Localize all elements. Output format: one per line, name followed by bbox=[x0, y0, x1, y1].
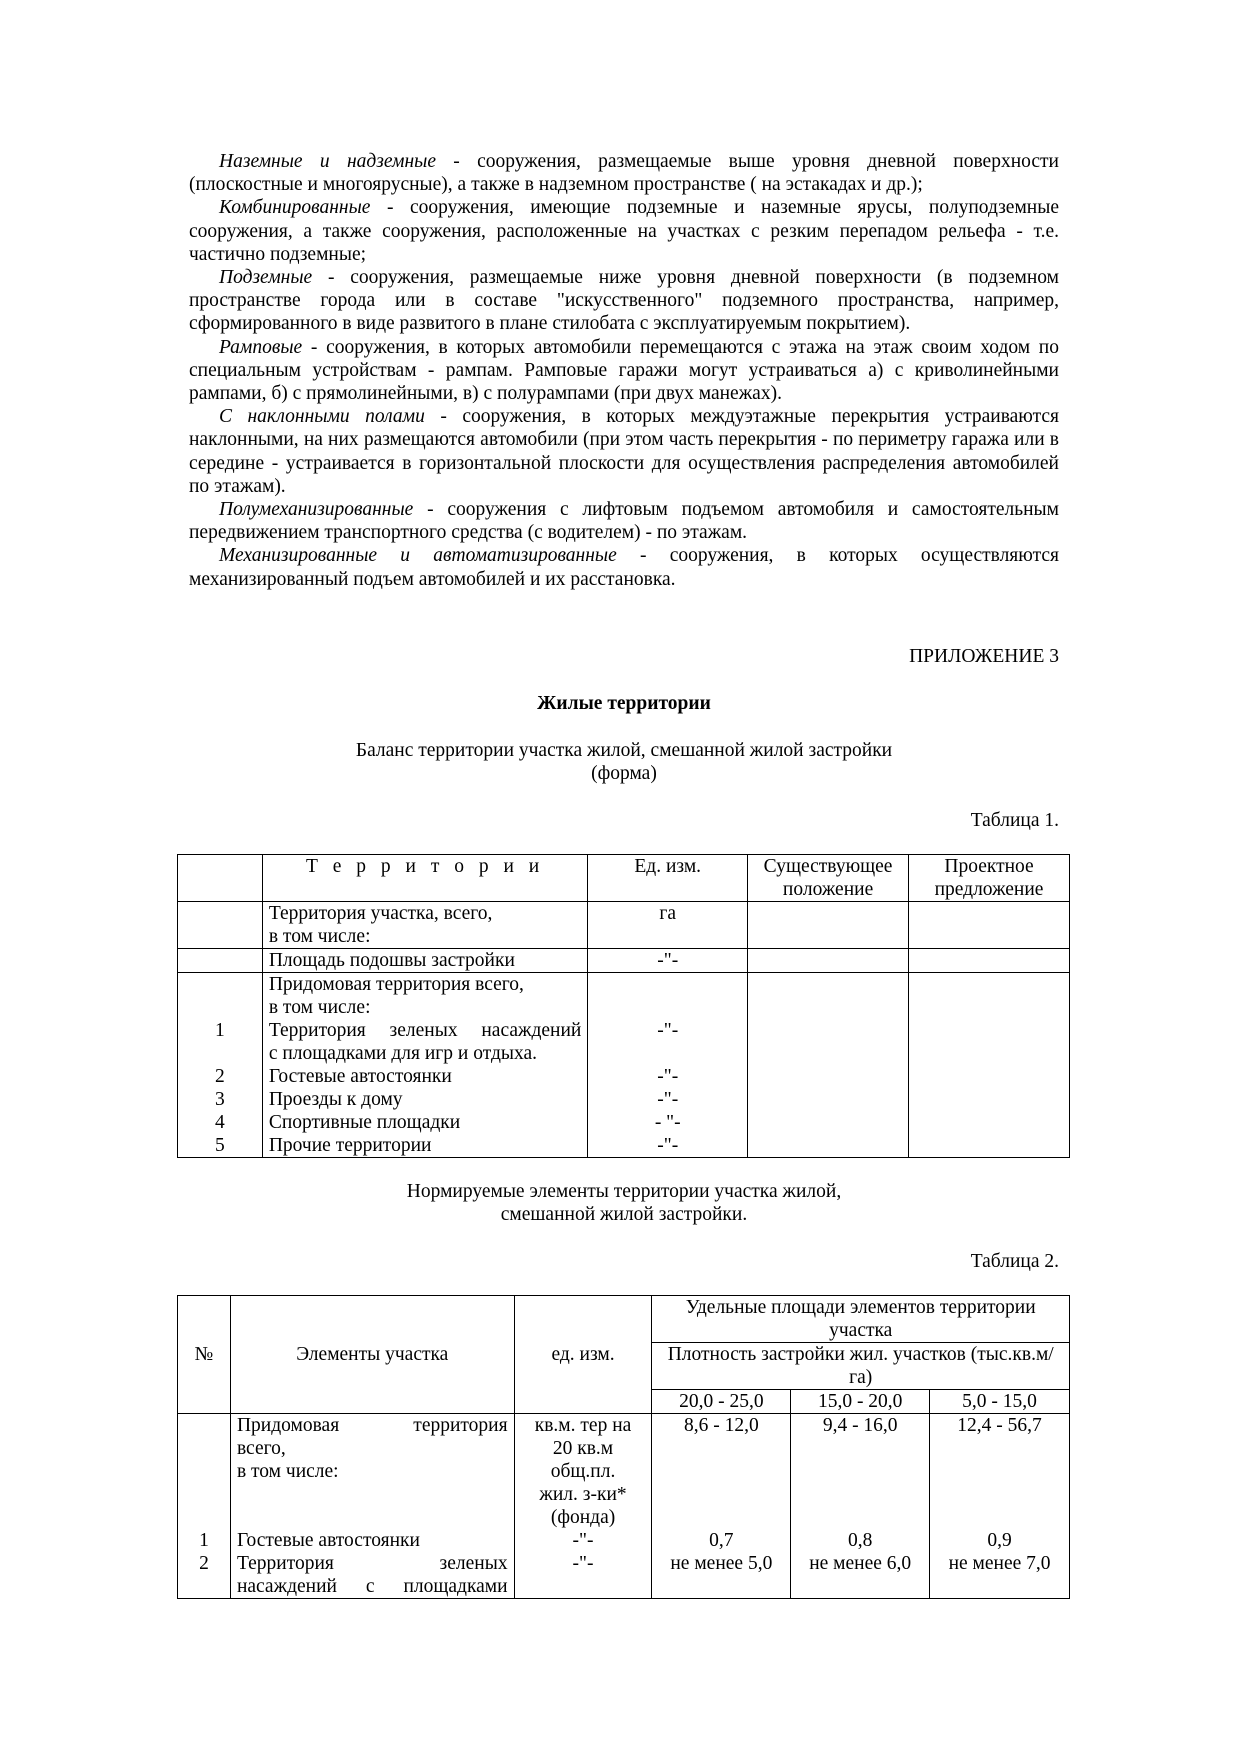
value: 8,6 - 12,0 bbox=[683, 1414, 759, 1436]
cell-name bbox=[230, 1413, 514, 1598]
row-name-line1: Придомовая территория bbox=[236, 1414, 508, 1436]
item-unit: -"- bbox=[657, 1019, 679, 1041]
unit-line: общ.пл. bbox=[550, 1460, 616, 1482]
item-name: Гостевые автостоянки bbox=[236, 1529, 420, 1551]
item-unit: - "- bbox=[654, 1111, 681, 1133]
item-num: 4 bbox=[215, 1111, 225, 1133]
header-specific-areas: Удельные площади элементов территории участка bbox=[652, 1295, 1070, 1342]
unit-line: кв.м. тер на bbox=[534, 1414, 632, 1436]
row-name-line2: в том числе: bbox=[268, 996, 371, 1018]
item-name: Проезды к дому bbox=[268, 1088, 403, 1110]
definition: - сооружения, имеющие подземные и наземные ярусы, полуподземные сооружения, а также сооружения, расположенные на участках с резким перепадом рельефа - т.е. частично подземные; bbox=[189, 197, 1059, 265]
header-proposed: Проектное предложение bbox=[909, 854, 1070, 901]
cell-name bbox=[262, 972, 588, 1157]
header-existing: Существующее положение bbox=[748, 854, 909, 901]
paragraph-combined bbox=[189, 196, 1059, 266]
value: 0,8 bbox=[848, 1529, 873, 1551]
table2-label: Таблица 2. bbox=[970, 1250, 1059, 1272]
item-num: 2 bbox=[215, 1065, 225, 1087]
table-header-row bbox=[178, 1295, 1070, 1342]
document-page bbox=[189, 150, 1059, 1599]
item-unit: -"- bbox=[572, 1552, 594, 1574]
table-row bbox=[178, 972, 1070, 1157]
cell-unit bbox=[588, 972, 748, 1157]
value: не менее 7,0 bbox=[948, 1552, 1051, 1574]
item-num: 1 bbox=[199, 1529, 209, 1551]
term: С наклонными полами bbox=[219, 406, 425, 428]
cell-proposed bbox=[909, 972, 1070, 1157]
item-unit: -"- bbox=[657, 1088, 679, 1110]
header-range: 15,0 - 20,0 bbox=[791, 1389, 930, 1413]
item-unit: -"- bbox=[572, 1529, 594, 1551]
cell-name bbox=[262, 901, 588, 948]
cell-name: Площадь подошвы застройки bbox=[262, 948, 588, 972]
unit-line: жил. з-ки* bbox=[539, 1483, 627, 1505]
appendix-label: ПРИЛОЖЕНИЕ 3 bbox=[909, 645, 1059, 667]
cell-value-col3 bbox=[930, 1413, 1070, 1598]
header-unit: ед. изм. bbox=[514, 1295, 652, 1413]
item-name: Гостевые автостоянки bbox=[268, 1065, 452, 1087]
value: 9,4 - 16,0 bbox=[822, 1414, 898, 1436]
item-num: 3 bbox=[215, 1088, 225, 1110]
paragraph-ramp bbox=[189, 336, 1059, 406]
header-unit: Ед. изм. bbox=[588, 854, 748, 901]
table2-caption-line2: смешанной жилой застройки. bbox=[500, 1203, 748, 1225]
term: Комбинированные bbox=[219, 197, 371, 219]
item-name-line1: Территория зеленых bbox=[236, 1552, 508, 1574]
term: Механизированные и автоматизированные bbox=[219, 545, 617, 567]
cell-proposed bbox=[909, 901, 1070, 948]
header-range: 5,0 - 15,0 bbox=[930, 1389, 1070, 1413]
paragraph-above-ground bbox=[189, 150, 1059, 196]
item-unit: -"- bbox=[657, 1134, 679, 1156]
cell-num bbox=[178, 901, 263, 948]
paragraph-inclined-floors bbox=[189, 405, 1059, 498]
table-row bbox=[178, 1413, 1070, 1598]
table1-caption-line2: (форма) bbox=[591, 762, 657, 784]
value: 0,7 bbox=[709, 1529, 734, 1551]
item-name-line2: насаждений с площадками bbox=[236, 1575, 508, 1597]
paragraph-underground bbox=[189, 266, 1059, 336]
table-row bbox=[178, 948, 1070, 972]
row-name-line2: всего, bbox=[236, 1437, 286, 1459]
definition: - сооружения, в которых междуэтажные перекрытия устраиваются наклонными, на них размещаются автомобили (при этом часть перекрытия - по периметру гаража или в середине - устраивается в горизонтальной плоскости для осуществления распределения автомобилей по этажам). bbox=[189, 406, 1059, 497]
value: 12,4 - 56,7 bbox=[957, 1414, 1042, 1436]
term: Полумеханизированные bbox=[219, 499, 414, 521]
cell-existing bbox=[748, 972, 909, 1157]
section-heading: Жилые территории bbox=[537, 692, 711, 714]
row-name-line3: в том числе: bbox=[236, 1460, 339, 1482]
item-name: с площадками для игр и отдыха. bbox=[268, 1042, 538, 1064]
unit-line: 20 кв.м bbox=[552, 1437, 614, 1459]
table1-caption-line1: Баланс территории участка жилой, смешанной жилой застройки bbox=[355, 739, 893, 761]
cell-existing bbox=[748, 901, 909, 948]
term: Рамповые bbox=[219, 336, 303, 358]
paragraph-mechanized bbox=[189, 544, 1059, 590]
table-header-row bbox=[178, 854, 1070, 901]
cell-value-col2 bbox=[791, 1413, 930, 1598]
row-name-line1: Территория участка, всего, bbox=[268, 902, 493, 924]
definition: - сооружения, размещаемые выше уровня дневной поверхности (плоскостные и многоярусные), а также в надземном пространстве ( на эстакадах и др.); bbox=[189, 151, 1059, 196]
header-density: Плотность застройки жил. участков (тыс.кв.м/га) bbox=[652, 1342, 1070, 1389]
table1 bbox=[177, 854, 1070, 1158]
table1-label: Таблица 1. bbox=[970, 809, 1059, 831]
cell-num bbox=[178, 972, 263, 1157]
cell-unit: -"- bbox=[588, 948, 748, 972]
cell-num bbox=[178, 1413, 231, 1598]
value: не менее 5,0 bbox=[670, 1552, 773, 1574]
unit-line: (фонда) bbox=[550, 1506, 616, 1528]
item-num: 1 bbox=[215, 1019, 225, 1041]
table1-caption bbox=[189, 739, 1059, 785]
cell-proposed bbox=[909, 948, 1070, 972]
item-unit: -"- bbox=[657, 1065, 679, 1087]
value: 0,9 bbox=[987, 1529, 1012, 1551]
item-name: Территория зеленых насаждений bbox=[268, 1019, 582, 1041]
header-elements: Элементы участка bbox=[230, 1295, 514, 1413]
definition: - сооружения с лифтовым подъемом автомобиля и самостоятельным передвижением транспортного средства (с водителем) - по этажам. bbox=[189, 499, 1059, 544]
row-name-line1: Придомовая территория всего, bbox=[268, 973, 524, 995]
definition: - сооружения, в которых осуществляются механизированный подъем автомобилей и их расстановка. bbox=[189, 545, 1059, 590]
cell-num bbox=[178, 948, 263, 972]
header-range: 20,0 - 25,0 bbox=[652, 1389, 791, 1413]
header-territory: Т е р р и т о р и и bbox=[262, 854, 588, 901]
term: Наземные и надземные bbox=[219, 151, 436, 172]
cell-unit: га bbox=[588, 901, 748, 948]
item-num: 5 bbox=[215, 1134, 225, 1156]
table2-caption bbox=[189, 1180, 1059, 1226]
table-row bbox=[178, 901, 1070, 948]
term: Подземные bbox=[219, 267, 313, 289]
item-name: Спортивные площадки bbox=[268, 1111, 461, 1133]
item-name: Прочие территории bbox=[268, 1134, 432, 1156]
item-num: 2 bbox=[199, 1552, 209, 1574]
cell-value-col1 bbox=[652, 1413, 791, 1598]
paragraph-semi-mechanized bbox=[189, 498, 1059, 544]
row-name-line2: в том числе: bbox=[268, 925, 371, 947]
table2-caption-line1: Нормируемые элементы территории участка жилой, bbox=[406, 1180, 842, 1202]
header-num bbox=[178, 854, 263, 901]
cell-unit bbox=[514, 1413, 652, 1598]
table2 bbox=[177, 1295, 1070, 1599]
definition: - сооружения, размещаемые ниже уровня дневной поверхности (в подземном пространстве города или в составе "искусственного" подземного пространства, например, сформированного в виде развитого в плане стилобата с эксплуатируемым покрытием). bbox=[189, 267, 1059, 335]
header-num: № bbox=[178, 1295, 231, 1413]
cell-existing bbox=[748, 948, 909, 972]
definition: - сооружения, в которых автомобили перемещаются с этажа на этаж своим ходом по специальным устройствам - рампам. Рамповые гаражи могут устраиваться а) с криволинейными рампами, б) с прямолинейными, в) с полурампами (при двух манежах). bbox=[189, 336, 1059, 405]
value: не менее 6,0 bbox=[809, 1552, 912, 1574]
